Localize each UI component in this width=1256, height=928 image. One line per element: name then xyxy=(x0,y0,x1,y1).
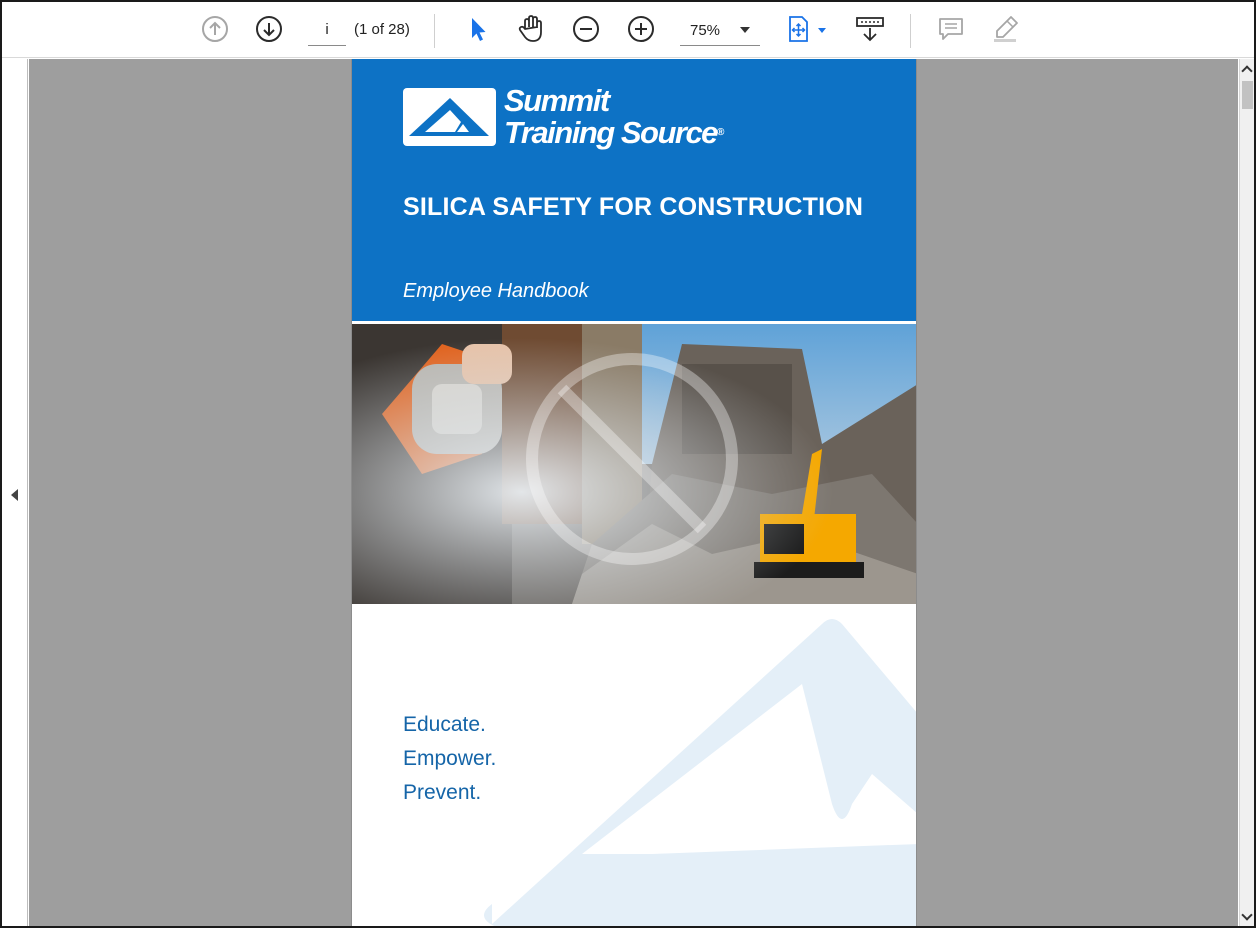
toolbar xyxy=(2,2,1254,58)
document-canvas[interactable] xyxy=(29,59,1238,926)
next-page-button[interactable] xyxy=(253,12,285,46)
tagline-empower: Empower. xyxy=(403,747,497,770)
previous-page-button[interactable] xyxy=(199,12,231,46)
page-view-icon xyxy=(853,14,887,44)
sidebar-toggle[interactable] xyxy=(2,59,28,926)
logo-line-2: Training Source xyxy=(504,115,717,150)
arrow-up-circle-icon xyxy=(201,15,229,43)
comment-button[interactable] xyxy=(935,12,967,46)
hand-tool-button[interactable] xyxy=(515,12,547,46)
chevron-down-icon xyxy=(740,27,750,33)
zoom-out-button[interactable] xyxy=(570,12,602,46)
pointer-icon xyxy=(464,15,490,43)
document-subtitle: Employee Handbook xyxy=(403,280,589,302)
arrow-down-circle-icon xyxy=(255,15,283,43)
selection-tool-button[interactable] xyxy=(461,12,493,46)
caret-left-icon xyxy=(11,489,18,501)
document-title: SILICA SAFETY FOR CONSTRUCTION xyxy=(403,193,864,221)
construction-photo-image xyxy=(352,324,917,604)
page-view-button[interactable] xyxy=(853,12,887,46)
brand-logo-text xyxy=(504,85,724,149)
tagline-prevent: Prevent. xyxy=(403,781,482,804)
logo-line-1: Summit xyxy=(504,83,609,118)
page-count: (1 of 28) xyxy=(354,21,410,38)
zoom-in-button[interactable] xyxy=(625,12,657,46)
fit-page-icon xyxy=(784,14,830,44)
vertical-scrollbar[interactable] xyxy=(1239,59,1254,926)
pdf-page xyxy=(351,59,917,928)
plus-circle-icon xyxy=(627,15,655,43)
scrollbar-thumb[interactable] xyxy=(1242,81,1253,109)
toolbar-divider xyxy=(910,14,911,48)
page-number-input[interactable] xyxy=(308,14,346,46)
scroll-up-arrow-icon[interactable] xyxy=(1240,61,1255,79)
registered-mark: ® xyxy=(716,127,725,138)
cover-header xyxy=(352,59,917,321)
highlight-button[interactable] xyxy=(989,12,1021,46)
tagline-educate: Educate. xyxy=(403,713,486,736)
zoom-value: 75% xyxy=(690,22,721,39)
zoom-dropdown[interactable] xyxy=(680,14,760,46)
cover-photo xyxy=(352,324,917,604)
toolbar-divider xyxy=(434,14,435,48)
fit-page-button[interactable] xyxy=(784,12,830,46)
highlight-pen-icon xyxy=(990,14,1020,44)
minus-circle-icon xyxy=(572,15,600,43)
hand-icon xyxy=(516,14,546,44)
scroll-down-arrow-icon[interactable] xyxy=(1240,908,1255,926)
mountain-logo-icon xyxy=(403,88,496,146)
comment-icon xyxy=(937,15,965,43)
